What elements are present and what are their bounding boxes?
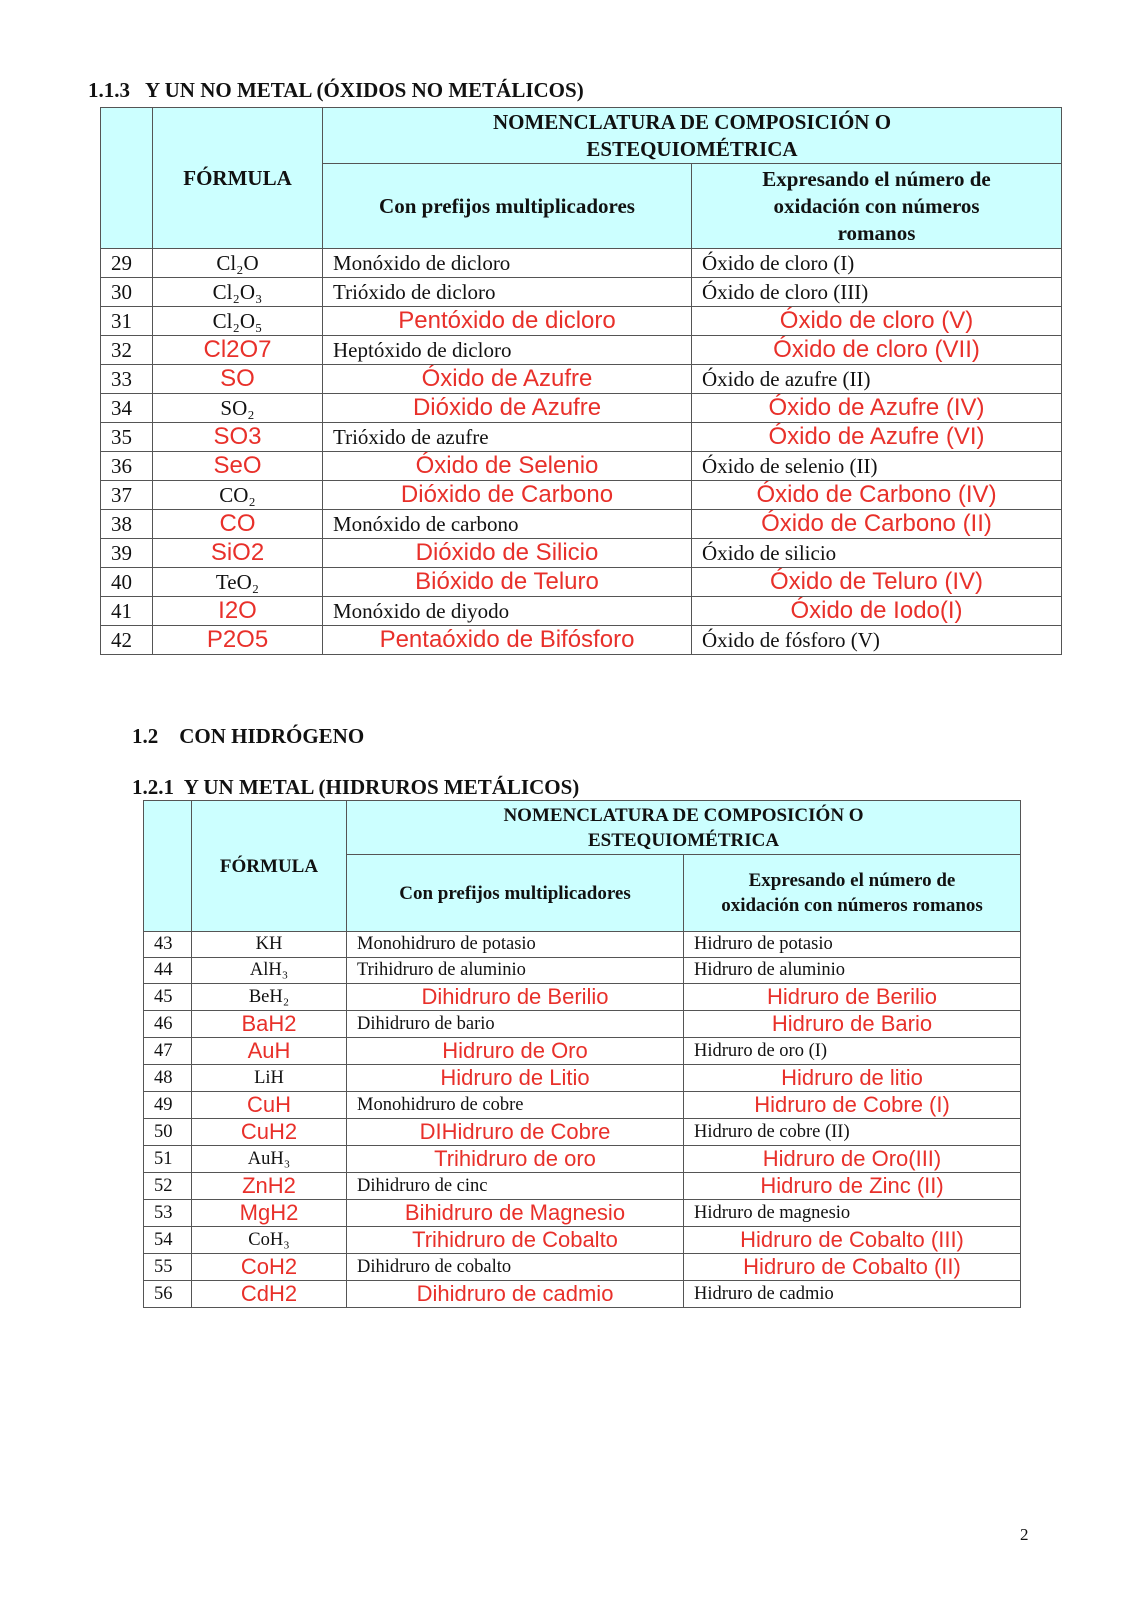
formula-cell: BaH2 <box>192 1011 347 1038</box>
roman-name-cell: Óxido de Iodo(I) <box>692 597 1062 626</box>
table-row <box>101 568 1062 597</box>
row-number: 56 <box>144 1281 192 1308</box>
table-row <box>101 249 1062 278</box>
section-1-2-heading <box>132 724 364 749</box>
formula-cell: Cl₂O₃ <box>153 278 323 307</box>
row-number: 51 <box>144 1146 192 1173</box>
roman-name-cell: Óxido de fósforo (V) <box>692 626 1062 655</box>
header-nomenclature: NOMENCLATURA DE COMPOSICIÓN O ESTEQUIOMÉTRICA <box>347 801 1021 855</box>
table-row <box>101 539 1062 568</box>
table-row <box>101 278 1062 307</box>
section-title: Y UN METAL (HIDRUROS METÁLICOS) <box>183 775 580 799</box>
row-number: 36 <box>101 452 153 481</box>
formula-cell: AuH <box>192 1038 347 1065</box>
row-number: 49 <box>144 1092 192 1119</box>
formula-cell: AuH₃ <box>192 1146 347 1173</box>
prefix-name-cell: Trihidruro de aluminio <box>347 958 684 984</box>
formula-cell: Cl₂O₅ <box>153 307 323 336</box>
roman-name-cell: Hidruro de Cobre (I) <box>684 1092 1021 1119</box>
formula-cell: CuH <box>192 1092 347 1119</box>
formula-cell: CoH2 <box>192 1254 347 1281</box>
row-number: 37 <box>101 481 153 510</box>
header-prefixes: Con prefijos multiplicadores <box>347 855 684 932</box>
row-number: 53 <box>144 1200 192 1227</box>
row-number: 32 <box>101 336 153 365</box>
prefix-name-cell: Dióxido de Carbono <box>323 481 692 510</box>
formula-cell: CO <box>153 510 323 539</box>
row-number: 31 <box>101 307 153 336</box>
table-row <box>144 1038 1021 1065</box>
formula-cell: Cl₂O <box>153 249 323 278</box>
formula-cell: MgH2 <box>192 1200 347 1227</box>
formula-cell: LiH <box>192 1065 347 1092</box>
row-number: 46 <box>144 1011 192 1038</box>
header-oxidation: Expresando el número de oxidación con números romanos <box>684 855 1021 932</box>
prefix-name-cell: Dihidruro de cobalto <box>347 1254 684 1281</box>
formula-cell: ZnH2 <box>192 1173 347 1200</box>
table-row <box>144 984 1021 1011</box>
prefix-name-cell: Dióxido de Azufre <box>323 394 692 423</box>
table-row <box>144 1011 1021 1038</box>
prefix-name-cell: Óxido de Selenio <box>323 452 692 481</box>
table-row <box>144 958 1021 984</box>
row-number: 40 <box>101 568 153 597</box>
table-row <box>101 365 1062 394</box>
prefix-name-cell: Pentóxido de dicloro <box>323 307 692 336</box>
table-row <box>144 1119 1021 1146</box>
prefix-name-cell: Trióxido de azufre <box>323 423 692 452</box>
prefix-name-cell: Óxido de Azufre <box>323 365 692 394</box>
roman-name-cell: Óxido de Teluro (IV) <box>692 568 1062 597</box>
prefix-name-cell: Dióxido de Silicio <box>323 539 692 568</box>
roman-name-cell: Hidruro de Cobalto (III) <box>684 1227 1021 1254</box>
roman-name-cell: Hidruro de cobre (II) <box>684 1119 1021 1146</box>
table-row <box>101 452 1062 481</box>
formula-cell: BeH₂ <box>192 984 347 1011</box>
formula-cell: Cl2O7 <box>153 336 323 365</box>
row-number: 45 <box>144 984 192 1011</box>
header-oxidation: Expresando el número de oxidación con números romanos <box>692 164 1062 249</box>
row-number: 48 <box>144 1065 192 1092</box>
roman-name-cell: Hidruro de Berilio <box>684 984 1021 1011</box>
formula-cell: CuH2 <box>192 1119 347 1146</box>
row-number: 50 <box>144 1119 192 1146</box>
roman-name-cell: Óxido de cloro (I) <box>692 249 1062 278</box>
row-number: 55 <box>144 1254 192 1281</box>
table-row <box>144 1065 1021 1092</box>
header-number <box>144 801 192 932</box>
oxides-table <box>100 107 1062 655</box>
roman-name-cell: Hidruro de oro (I) <box>684 1038 1021 1065</box>
row-number: 43 <box>144 932 192 958</box>
prefix-name-cell: Monóxido de carbono <box>323 510 692 539</box>
header-nomenclature: NOMENCLATURA DE COMPOSICIÓN O ESTEQUIOMÉTRICA <box>323 108 1062 164</box>
roman-name-cell: Hidruro de aluminio <box>684 958 1021 984</box>
prefix-name-cell: Monóxido de diyodo <box>323 597 692 626</box>
section-number: 1.2 <box>132 724 159 748</box>
row-number: 34 <box>101 394 153 423</box>
formula-cell: AlH₃ <box>192 958 347 984</box>
roman-name-cell: Hidruro de Zinc (II) <box>684 1173 1021 1200</box>
table-row <box>144 1173 1021 1200</box>
roman-name-cell: Óxido de silicio <box>692 539 1062 568</box>
table-row <box>101 510 1062 539</box>
table-row <box>101 394 1062 423</box>
formula-cell: SO <box>153 365 323 394</box>
formula-cell: CdH2 <box>192 1281 347 1308</box>
prefix-name-cell: Dihidruro de cadmio <box>347 1281 684 1308</box>
row-number: 47 <box>144 1038 192 1065</box>
row-number: 41 <box>101 597 153 626</box>
prefix-name-cell: Trihidruro de oro <box>347 1146 684 1173</box>
formula-cell: P2O5 <box>153 626 323 655</box>
formula-cell: CO₂ <box>153 481 323 510</box>
section-title: CON HIDRÓGENO <box>179 724 365 748</box>
roman-name-cell: Hidruro de Bario <box>684 1011 1021 1038</box>
row-number: 54 <box>144 1227 192 1254</box>
formula-cell: SeO <box>153 452 323 481</box>
formula-cell: SiO2 <box>153 539 323 568</box>
table-row <box>101 597 1062 626</box>
roman-name-cell: Óxido de Azufre (VI) <box>692 423 1062 452</box>
row-number: 35 <box>101 423 153 452</box>
roman-name-cell: Óxido de cloro (VII) <box>692 336 1062 365</box>
roman-name-cell: Óxido de cloro (III) <box>692 278 1062 307</box>
table-row <box>101 626 1062 655</box>
table-row <box>144 1254 1021 1281</box>
section-1-1-3-heading <box>88 78 584 103</box>
header-number <box>101 108 153 249</box>
row-number: 52 <box>144 1173 192 1200</box>
prefix-name-cell: Bióxido de Teluro <box>323 568 692 597</box>
table-row <box>144 1092 1021 1119</box>
table-row <box>144 932 1021 958</box>
prefix-name-cell: DIHidruro de Cobre <box>347 1119 684 1146</box>
row-number: 42 <box>101 626 153 655</box>
roman-name-cell: Hidruro de litio <box>684 1065 1021 1092</box>
header-prefixes: Con prefijos multiplicadores <box>323 164 692 249</box>
prefix-name-cell: Hidruro de Litio <box>347 1065 684 1092</box>
table-row <box>101 423 1062 452</box>
header-formula: FÓRMULA <box>153 108 323 249</box>
section-1-2-1-heading <box>132 775 579 800</box>
hydrides-table <box>143 800 1021 1308</box>
table-row <box>144 1281 1021 1308</box>
roman-name-cell: Hidruro de Oro(III) <box>684 1146 1021 1173</box>
row-number: 30 <box>101 278 153 307</box>
prefix-name-cell: Monóxido de dicloro <box>323 249 692 278</box>
prefix-name-cell: Hidruro de Oro <box>347 1038 684 1065</box>
roman-name-cell: Óxido de selenio (II) <box>692 452 1062 481</box>
roman-name-cell: Hidruro de cadmio <box>684 1281 1021 1308</box>
prefix-name-cell: Monohidruro de cobre <box>347 1092 684 1119</box>
row-number: 39 <box>101 539 153 568</box>
roman-name-cell: Hidruro de Cobalto (II) <box>684 1254 1021 1281</box>
prefix-name-cell: Pentaóxido de Bifósforo <box>323 626 692 655</box>
prefix-name-cell: Monohidruro de potasio <box>347 932 684 958</box>
section-title: Y UN NO METAL (ÓXIDOS NO METÁLICOS) <box>144 78 584 102</box>
prefix-name-cell: Dihidruro de Berilio <box>347 984 684 1011</box>
formula-cell: CoH₃ <box>192 1227 347 1254</box>
roman-name-cell: Óxido de Carbono (IV) <box>692 481 1062 510</box>
table-row <box>101 481 1062 510</box>
formula-cell: SO₂ <box>153 394 323 423</box>
prefix-name-cell: Trihidruro de Cobalto <box>347 1227 684 1254</box>
section-number: 1.1.3 <box>88 78 130 102</box>
table-row <box>144 1200 1021 1227</box>
row-number: 38 <box>101 510 153 539</box>
roman-name-cell: Óxido de cloro (V) <box>692 307 1062 336</box>
row-number: 44 <box>144 958 192 984</box>
roman-name-cell: Óxido de Azufre (IV) <box>692 394 1062 423</box>
roman-name-cell: Óxido de azufre (II) <box>692 365 1062 394</box>
header-formula: FÓRMULA <box>192 801 347 932</box>
formula-cell: KH <box>192 932 347 958</box>
section-number: 1.2.1 <box>132 775 174 799</box>
formula-cell: I2O <box>153 597 323 626</box>
prefix-name-cell: Dihidruro de cinc <box>347 1173 684 1200</box>
page-number: 2 <box>1020 1525 1029 1544</box>
table-row <box>101 336 1062 365</box>
prefix-name-cell: Bihidruro de Magnesio <box>347 1200 684 1227</box>
roman-name-cell: Hidruro de magnesio <box>684 1200 1021 1227</box>
roman-name-cell: Hidruro de potasio <box>684 932 1021 958</box>
prefix-name-cell: Heptóxido de dicloro <box>323 336 692 365</box>
row-number: 33 <box>101 365 153 394</box>
roman-name-cell: Óxido de Carbono (II) <box>692 510 1062 539</box>
formula-cell: TeO₂ <box>153 568 323 597</box>
prefix-name-cell: Dihidruro de bario <box>347 1011 684 1038</box>
formula-cell: SO3 <box>153 423 323 452</box>
prefix-name-cell: Trióxido de dicloro <box>323 278 692 307</box>
row-number: 29 <box>101 249 153 278</box>
table-row <box>144 1146 1021 1173</box>
table-row <box>101 307 1062 336</box>
table-row <box>144 1227 1021 1254</box>
